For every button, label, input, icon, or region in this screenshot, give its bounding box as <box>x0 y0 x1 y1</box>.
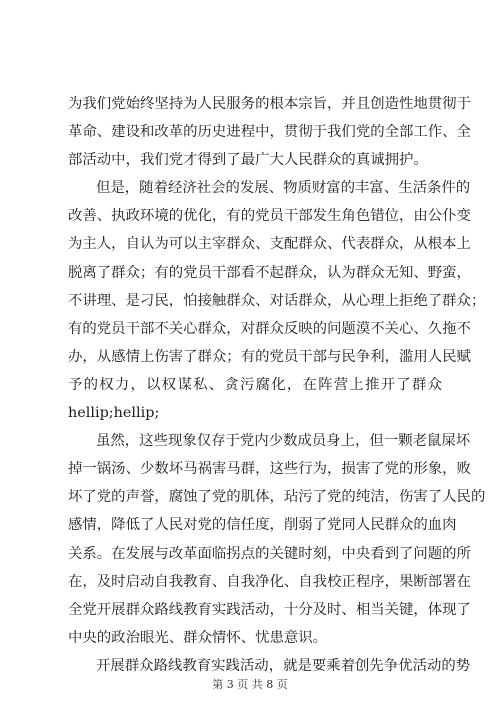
text-line: 但是，随着经济社会的发展、物质财富的丰富、生活条件的 <box>96 180 471 197</box>
text-line: 改善、执政环境的优化，有的党员干部发生角色错位，由公仆变 <box>68 208 471 225</box>
text-line: 全党开展群众路线教育实践活动，十分及时、相当关键，体现了 <box>68 601 471 618</box>
text-line: 在，及时启动自我教育、自我净化、自我校正程序，果断部署在 <box>68 573 471 590</box>
text-line: 革命、建设和改革的历史进程中，贯彻于我们党的全部工作、全 <box>68 124 471 141</box>
text-line: 中央的政治眼光、群众情怀、忧患意识。 <box>68 629 328 646</box>
text-line: 掉一锅汤、少数坏马祸害马群，这些行为，损害了党的形象，败 <box>68 461 471 478</box>
text-line: 有的党员干部不关心群众，对群众反映的问题漠不关心、久拖不 <box>68 320 471 337</box>
text-line: hellip;hellip; <box>68 405 160 422</box>
text-line: 为主人，自认为可以主宰群众、支配群众、代表群众，从根本上 <box>68 236 471 253</box>
text-line: 部活动中，我们党才得到了最广大人民群众的真诚拥护。 <box>68 152 428 169</box>
text-line: 感情，降低了人民对党的信任度，削弱了党同人民群众的血肉 <box>68 517 457 534</box>
text-line: 予的权力，以权谋私、贪污腐化，在阵营上推开了群众 <box>68 376 442 393</box>
page-footer: 第 3 页 共 8 页 <box>212 678 288 691</box>
text-line: 办，从感情上伤害了群众；有的党员干部与民争利，滥用人民赋 <box>68 348 471 365</box>
text-line: 脱离了群众；有的党员干部看不起群众，认为群众无知、野蛮， <box>68 264 471 281</box>
body-text <box>68 90 486 680</box>
text-line: 为我们党始终坚持为人民服务的根本宗旨，并且创造性地贯彻于 <box>68 96 471 112</box>
text-line: 开展群众路线教育实践活动，就是要乘着创先争优活动的势 <box>96 657 471 674</box>
text-line: 坏了党的声誉，腐蚀了党的肌体，玷污了党的纯洁，伤害了人民的 <box>68 489 486 506</box>
text-line: 关系。在发展与改革面临拐点的关键时刻，中央看到了问题的所 <box>68 545 471 562</box>
text-line: 不讲理、是刁民，怕接触群众、对话群众，从心理上拒绝了群众； <box>68 292 486 309</box>
text-line: 虽然，这些现象仅存于党内少数成员身上，但一颗老鼠屎坏 <box>96 433 471 450</box>
